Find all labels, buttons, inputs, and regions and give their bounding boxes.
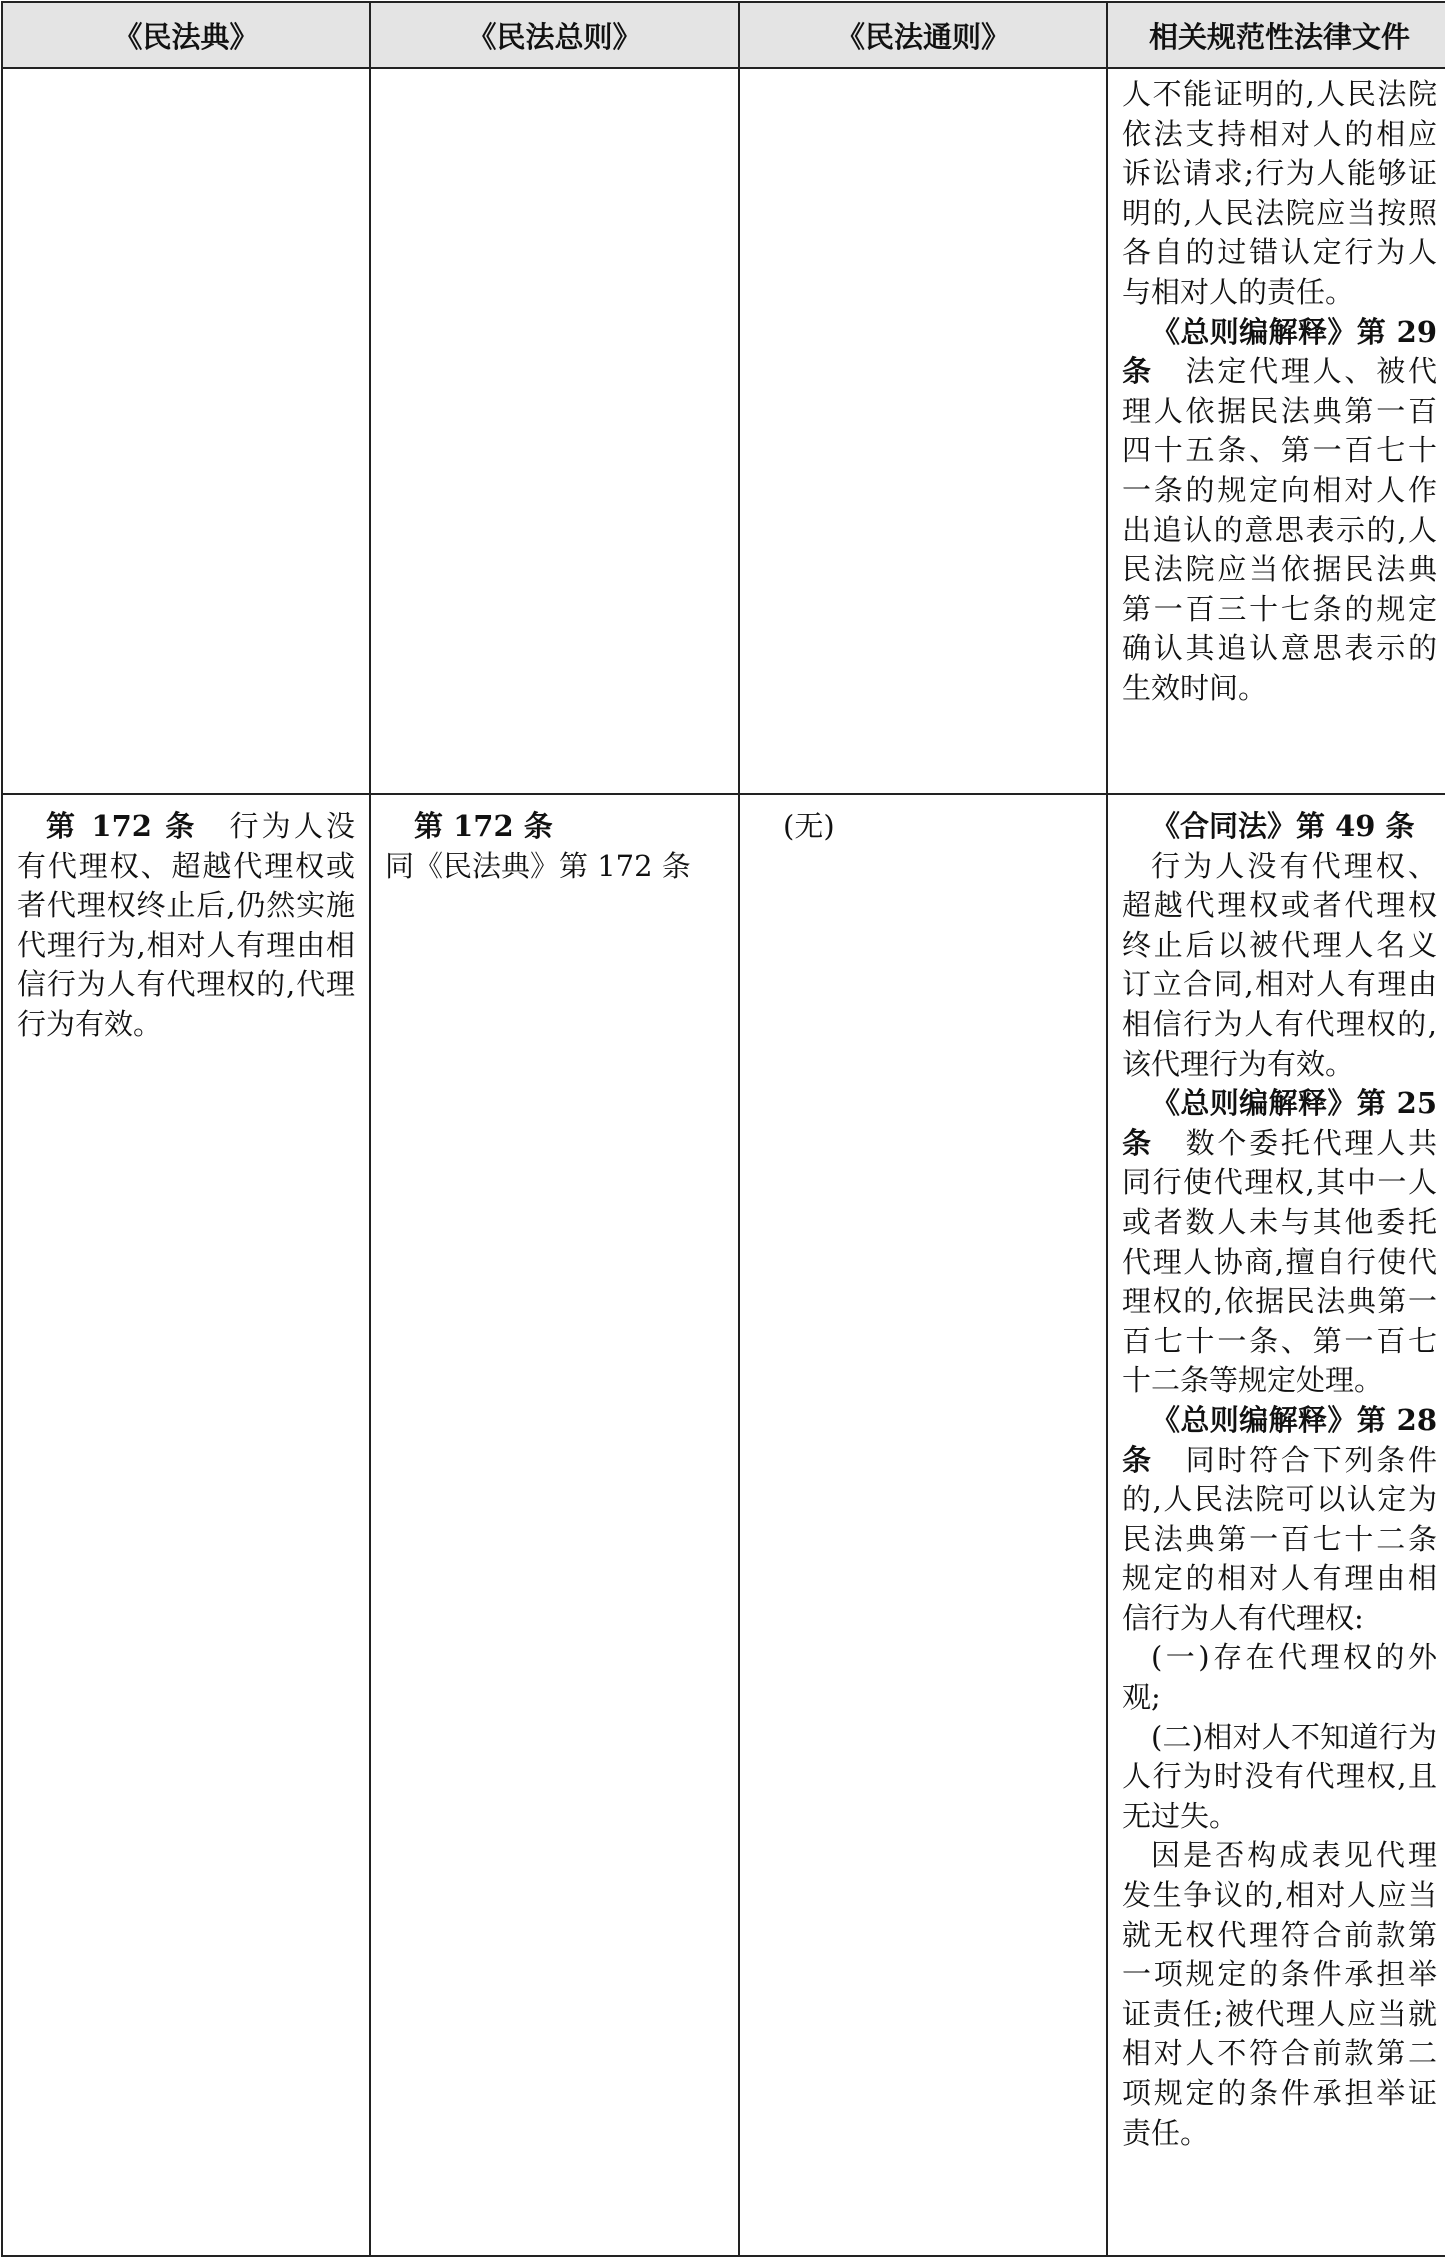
provision-text: 同时符合下列条件的,人民法院可以认定为民法典第一百七十二条规定的相对人有理由相信行为人有代理权: [1122,1442,1437,1635]
provision-hetong-49-label: 《合同法》第 49 条 [1151,809,1415,843]
provision-label: 《总则编解释》第 29 条 [1122,314,1437,389]
provision-jieshi-25 [1122,1084,1437,1401]
cell-general-principles [739,68,1107,794]
table-row [2,794,1445,2256]
cell-related-documents [1107,68,1445,794]
related-continued-text: 人不能证明的,人民法院依法支持相对人的相应诉讼请求;行为人能够证明的,人民法院应当按照各自的过错认定行为人与相对人的责任。 [1122,77,1437,309]
list-item: (二)相对人不知道行为人行为时没有代理权,且无过失。 [1122,1719,1437,1833]
article-text: 行为人没有代理权、超越代理权或者代理权终止后,仍然实施代理行为,相对人有理由相信行为人有代理权的,代理行为有效。 [17,809,355,1041]
header-general-principles: 《民法通则》 [739,2,1107,68]
law-comparison-table [1,1,1445,2257]
cell-civil-code [2,68,370,794]
header-civil-code: 《民法典》 [2,2,370,68]
cell-general-rules [370,794,739,2256]
cell-general-principles [739,794,1107,2256]
article-label: 第 172 条 [46,809,198,843]
provision-label: 《总则编解释》第 25 条 [1122,1086,1437,1160]
article-172 [17,807,355,1045]
provision-jieshi-29 [1122,313,1437,709]
provision-hetong-49-text: 行为人没有代理权、超越代理权或者代理权终止后以被代理人名义订立合同,相对人有理由相信行为人有代理权的,该代理行为有效。 [1122,848,1437,1081]
provision-label: 《总则编解释》第 28 条 [1122,1402,1437,1477]
cell-related-documents [1107,794,1445,2256]
header-related-documents: 相关规范性法律文件 [1107,2,1445,68]
provision-text: 数个委托代理人共同行使代理权,其中一人或者数人未与其他委托代理人协商,擅自行使代理权的,依据民法典第一百七十一条、第一百七十二条等规定处理。 [1122,1125,1437,1398]
article-text: 同《民法典》第 172 条 [385,848,691,883]
table-row [2,68,1445,794]
header-row [2,2,1445,68]
burden-of-proof-paragraph: 因是否构成表见代理发生争议的,相对人应当就无权代理符合前款第一项规定的条件承担举证责任;被代理人应当就相对人不符合前款第二项规定的条件承担举证责任。 [1122,1838,1437,2150]
cell-civil-code [2,794,370,2256]
cell-general-rules [370,68,739,794]
article-label: 第 172 条 [414,809,553,843]
article-text: (无) [783,809,835,843]
list-item: (一)存在代理权的外观; [1122,1640,1437,1715]
provision-text: 法定代理人、被代理人依据民法典第一百四十五条、第一百七十一条的规定向相对人作出追认的意思表示的,人民法院应当依据民法典第一百三十七条的规定确认其追认意思表示的生效时间。 [1122,354,1437,705]
provision-jieshi-28 [1122,1401,1437,1639]
header-general-rules: 《民法总则》 [370,2,739,68]
